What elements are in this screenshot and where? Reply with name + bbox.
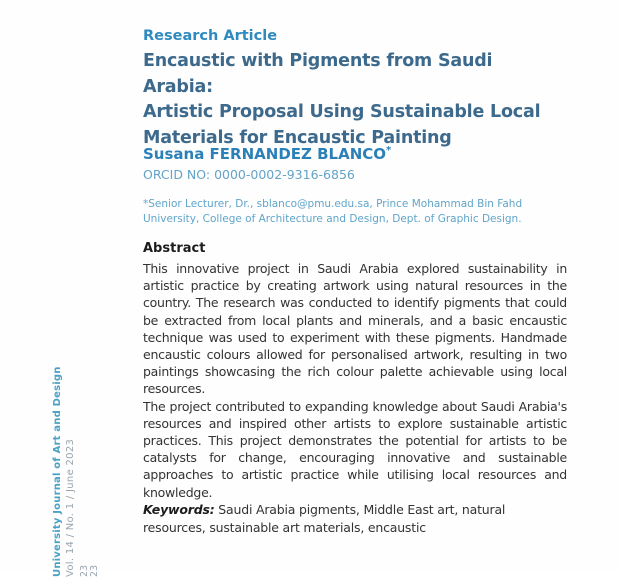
article-title-line: Encaustic with Pigments from Saudi Arabia: <box>143 51 493 97</box>
article-title-line: Materials for Encaustic Painting <box>143 127 452 148</box>
abstract-heading: Abstract <box>143 241 206 256</box>
article-type-label: Research Article <box>143 28 278 44</box>
journal-name: University Journal of Art and Design <box>52 366 63 577</box>
abstract-paragraph: This innovative project in Saudi Arabia explored sustainability in artistic practice by creating artwork using natural resources in the country. The research was conducted to identify pigments that could be extracted from local plants and minerals, and a basic encaustic technique was used to experiment with these pigments. Handmade encaustic colours allowed for personalised artwork, resulting in two paintings showcasing the rich colour palette achievable using local resources. <box>143 261 567 397</box>
journal-sidebar <box>51 366 77 577</box>
author-name: Susana FERNANDEZ BLANCO <box>143 145 387 163</box>
page-margin-marks <box>80 565 100 577</box>
margin-mark: 23 <box>89 564 100 577</box>
author-line <box>143 145 567 163</box>
article-title <box>143 49 567 151</box>
orcid-line: ORCID NO: 0000-0002-9316-6856 <box>143 167 355 182</box>
author-footnote-mark: * <box>386 145 392 156</box>
journal-issue: Vol. 14 / No. 1 / June 2023 <box>65 438 76 577</box>
abstract-body <box>143 260 567 501</box>
keywords-line <box>143 501 567 536</box>
keywords-label: Keywords: <box>143 502 215 517</box>
keywords-text: Saudi Arabia pigments, Middle East art, natural resources, sustainable art materials, encaustic <box>143 502 506 535</box>
abstract-paragraph: The project contributed to expanding knowledge about Saudi Arabia's resources and inspired other artists to explore sustainable artistic practices. This project demonstrates the potential for artists to be catalysts for change, encouraging innovative and sustainable approaches to artistic practice while utilising local resources and knowledge. <box>143 398 567 500</box>
margin-mark: 23 <box>79 564 90 577</box>
affiliation-footnote: *Senior Lecturer, Dr., sblanco@pmu.edu.sa, Prince Mohammad Bin Fahd University, College of Architecture and Design, Dept. of Graphic Design. <box>143 198 523 225</box>
article-title-line: Artistic Proposal Using Sustainable Local <box>143 102 541 122</box>
